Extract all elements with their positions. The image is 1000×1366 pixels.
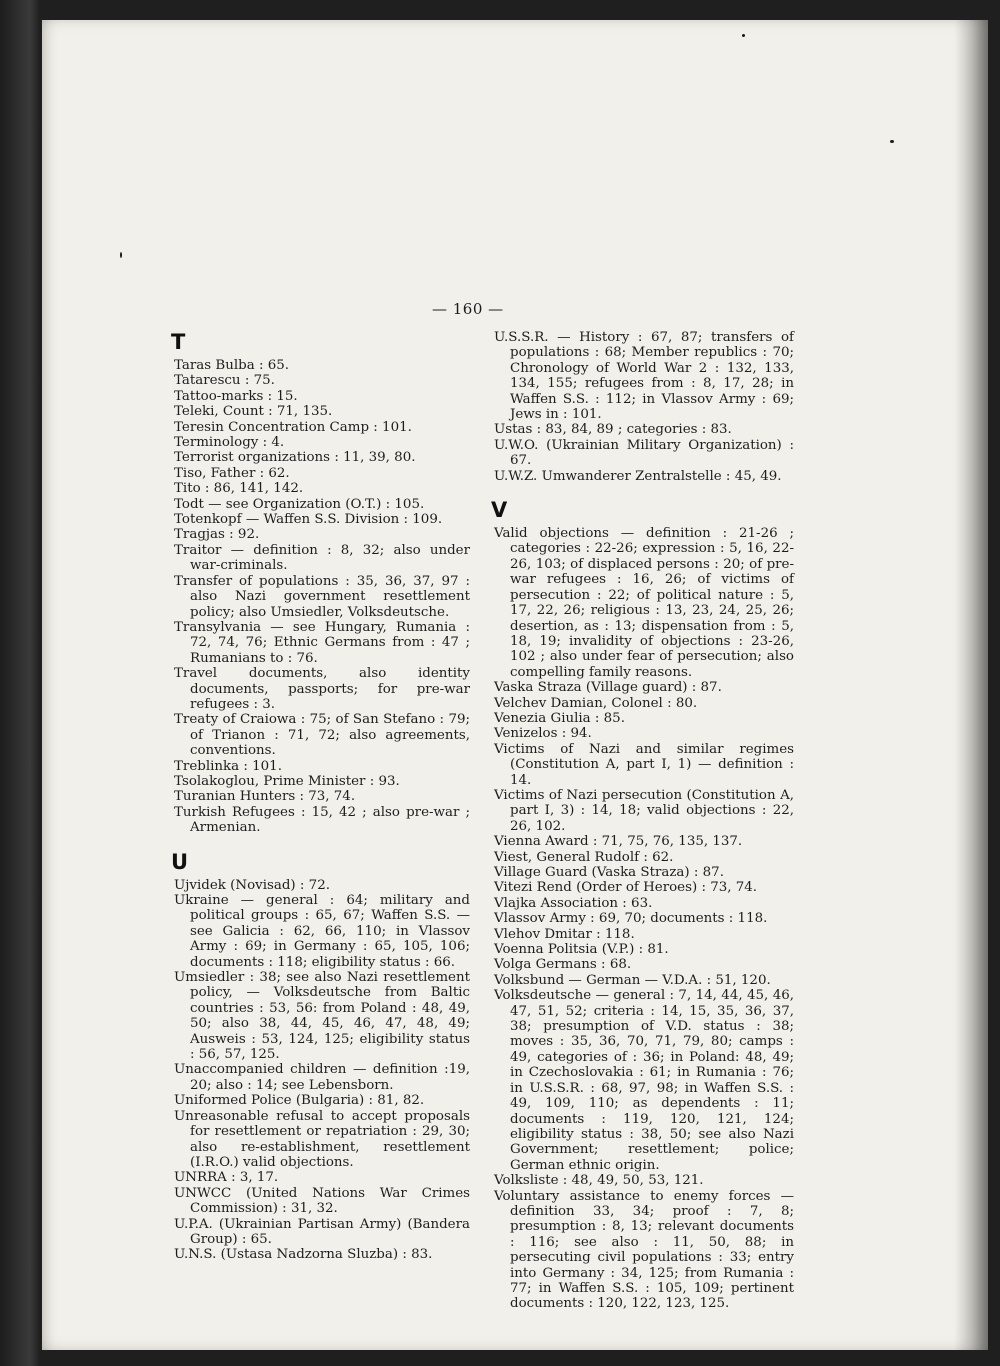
index-entry: Vienna Award : 71, 75, 76, 135, 137. [494, 834, 743, 850]
index-entry: Unaccompanied children — definition :19, 20; also : 14; see Lebensborn. [174, 1062, 470, 1093]
index-entry: Ujvidek (Novisad) : 72. [174, 877, 330, 893]
index-entry: Traitor — definition : 8, 32; also under war-criminals. [174, 542, 470, 574]
index-section-u [174, 878, 470, 1263]
index-entry: UNRRA : 3, 17. [174, 1170, 279, 1186]
index-entry: Vlassov Army : 69, 70; documents : 118. [494, 911, 768, 927]
index-entry: Totenkopf — Waffen S.S. Division : 109. [174, 512, 443, 528]
index-column-left [171, 330, 470, 1263]
index-entry: Volksdeutsche — general : 7, 14, 44, 45, 46, 47, 51, 52; criteria : 14, 15, 35, 36, 37, 38; presumption of V.D. status : 38; moves : 35, 36, 70, 71, 79, 80; camps : 49, categories of : 36; in Poland: 48, 49; in Czechoslovakia : 61; in Rumania : 76; in U.S.S.R. : 68, 97, 98; in Waffen S.S. : 49, 109, 110; as dependents : 11; documents : 119, 120, 121, 124; eligibility status : 38, 50; see also Nazi Government; resettlement; police; German ethnic origin. [494, 988, 794, 1173]
section-letter-v: V [491, 498, 508, 523]
book-page [42, 20, 988, 1350]
index-entry: Terminology : 4. [174, 435, 285, 451]
index-entry: Velchev Damian, Colonel : 80. [494, 695, 698, 711]
index-entry: Unreasonable refusal to accept proposals for resettlement or repatriation : 29, 30; also re-establishment, resettlement (I.R.O.) valid objections. [174, 1108, 470, 1170]
index-entry: Turanian Hunters : 73, 74. [174, 789, 356, 805]
index-entry: Tattoo-marks : 15. [174, 388, 298, 404]
index-entry: U.W.O. (Ukrainian Military Organization) : 67. [494, 437, 794, 469]
index-section-t [174, 358, 470, 836]
index-entry: Valid objections — definition : 21-26 ; categories : 22-26; expression : 5, 16, 22-26, 103; of displaced persons : 20; of pre-war refugees : 16, 26; of victims of persecution : 22; of political nature : 5, 17, 22, 26; religious : 13, 23, 24, 25, 26; desertion, as : 13; dispensation from : 5, 18, 19; invalidity of objections : 23-26, 102 ; also under fear of persecution; also compelling family reasons. [494, 526, 794, 680]
index-entry: Volksbund — German — V.D.A. : 51, 120. [494, 972, 771, 988]
index-entry: Teresin Concentration Camp : 101. [174, 419, 412, 435]
index-entry: U.N.S. (Ustasa Nadzorna Sluzba) : 83. [174, 1247, 433, 1263]
index-entry: Volksliste : 48, 49, 50, 53, 121. [494, 1173, 704, 1189]
index-entry: Tiso, Father : 62. [174, 465, 290, 481]
index-entry: Turkish Refugees : 15, 42 ; also pre-war ; Armenian. [174, 804, 470, 836]
index-entry: Ukraine — general : 64; military and political groups : 65, 67; Waffen S.S. — see Galicia : 62, 66, 110; in Vlassov Army : 69; in Germany : 65, 105, 106; documents : 118; eligibility status : 66. [174, 893, 470, 970]
index-entry: Venizelos : 94. [494, 726, 592, 742]
page-number: — 160 — [432, 300, 504, 318]
index-entry: Terrorist organizations : 11, 39, 80. [174, 450, 416, 466]
index-section-u-continued [494, 330, 794, 484]
index-column-right [491, 330, 794, 1312]
index-entry: Vitezi Rend (Order of Heroes) : 73, 74. [494, 880, 758, 896]
index-entry: Voluntary assistance to enemy forces — definition 33, 34; proof : 7, 8; presumption : 8, 13; relevant documents : 116; see also : 11, 50, 88; in persecuting civil populations : 33; entry into Germany : 34, 125; from Rumania : 77; in Waffen S.S. : 105, 109; pertinent documents : 120, 122, 123, 125. [494, 1188, 794, 1312]
index-entry: Treblinka : 101. [174, 758, 282, 774]
index-entry: U.W.Z. Umwanderer Zentralstelle : 45, 49. [494, 468, 782, 484]
index-entry: Viest, General Rudolf : 62. [494, 849, 674, 865]
index-entry: U.P.A. (Ukrainian Partisan Army) (Bandera Group) : 65. [174, 1216, 470, 1247]
index-entry: Volga Germans : 68. [494, 957, 632, 973]
index-entry: Tatarescu : 75. [174, 373, 275, 389]
index-entry: Todt — see Organization (O.T.) : 105. [174, 496, 425, 512]
index-entry: Uniformed Police (Bulgaria) : 81, 82. [174, 1093, 425, 1109]
scan-speck [742, 34, 745, 37]
index-entry: Umsiedler : 38; see also Nazi resettlement policy, — Volksdeutsche from Baltic countries : 53, 56: from Poland : 48, 49, 50; also 38, 44, 45, 46, 47, 48, 49; Ausweis : 53, 124, 125; eligibility status : 56, 57, 125. [174, 970, 470, 1063]
index-entry: Tragjas : 92. [174, 527, 260, 543]
index-entry: Treaty of Craiowa : 75; of San Stefano : 79; of Trianon : 71, 72; also agreements, conventions. [174, 712, 470, 759]
index-entry: Village Guard (Vaska Straza) : 87. [494, 865, 724, 880]
index-entry: Venezia Giulia : 85. [494, 710, 625, 726]
index-entry: Vlehov Dmitar : 118. [494, 926, 635, 942]
section-letter-t: T [171, 330, 186, 354]
index-entry: Teleki, Count : 71, 135. [174, 404, 333, 420]
index-entry: Victims of Nazi and similar regimes (Constitution A, part I, 1) — definition : 14. [494, 741, 794, 788]
index-entry: Victims of Nazi persecution (Constitution A, part I, 3) : 14, 18; valid objections : 22, 26, 102. [494, 787, 794, 834]
index-entry: Taras Bulba : 65. [174, 358, 290, 373]
section-letter-u: U [171, 849, 189, 874]
index-entry: Transylvania — see Hungary, Rumania : 72, 74, 76; Ethnic Germans from : 47 ; Rumanians to : 76. [174, 619, 470, 666]
index-entry: UNWCC (United Nations War Crimes Commission) : 31, 32. [174, 1185, 470, 1217]
index-entry: Transfer of populations : 35, 36, 37, 97 : also Nazi government resettlement policy; also Umsiedler, Volksdeutsche. [174, 573, 470, 620]
index-entry: Voenna Politsia (V.P.) : 81. [494, 942, 669, 958]
page-binding-shadow [954, 20, 988, 1350]
index-entry: Ustas : 83, 84, 89 ; categories : 83. [494, 422, 732, 438]
index-entry: Travel documents, also identity documents, passports; for pre-war refugees : 3. [174, 666, 470, 712]
index-entry: Vlajka Association : 63. [494, 895, 653, 911]
scan-speck [120, 252, 122, 258]
index-entry: Vaska Straza (Village guard) : 87. [494, 680, 722, 696]
scan-speck [890, 140, 894, 143]
index-entry: Tsolakoglou, Prime Minister : 93. [174, 773, 400, 789]
index-section-v [494, 526, 794, 1312]
index-entry: Tito : 86, 141, 142. [174, 481, 304, 497]
index-entry: U.S.S.R. — History : 67, 87; transfers of populations : 68; Member republics : 70; Chronology of World War 2 : 132, 133, 134, 155; refugees from : 8, 17, 28; in Waffen S.S. : 112; in Vlassov Army : 69; Jews in : 101. [494, 330, 794, 423]
